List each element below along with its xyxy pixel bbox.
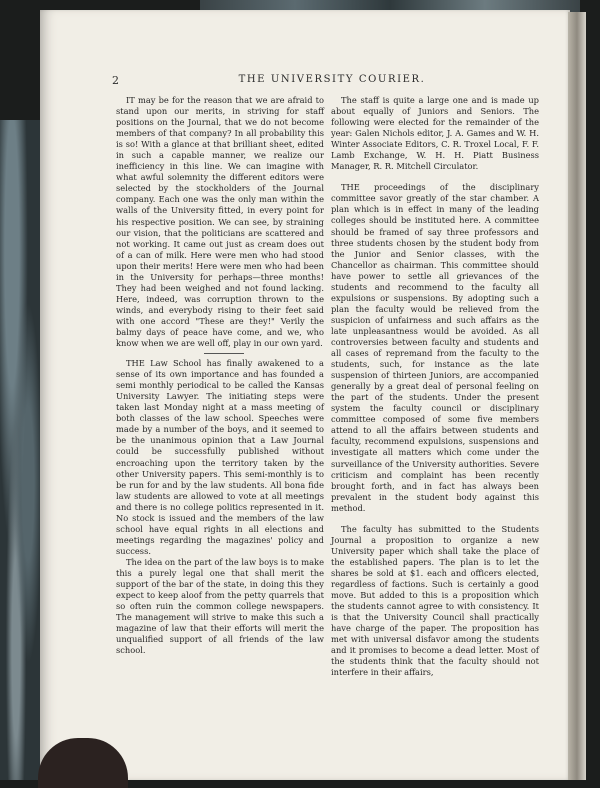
editorial-disciplinary-committee: THE proceedings of the disciplinary committee savor greatly of the star chamber. A plan which is in effect in many of the leading colleges should be instituted here. A committee should be framed of say three professors and three students chosen by the student body from the Junior and Senior classes, with the Chancellor as chairman. This committee should have power to settle all grievances of the students and recommend to the faculty all expulsions or suspensions. By adopting such a plan the faculty would be relieved from the suspicion of unfairness and such affairs as the late unpleasantness would be avoided. As all controversies between faculty and students and all cases of repremand from the faculty to the students, such, for instance as the late suspension of thirteen Juniors, are accompanied generally by a great deal of personal feeling on the part of the students. Under the present system the faculty council or disciplinary committee composed of some five members attend to all the affairs between students and faculty, recommend expulsions, suspensions and investigate all matters which come under the surveillance of the University authorities. Severe criticism and complaint has been recently brought forth, and in fact has always been prevalent in the student body against this method. [331, 182, 539, 513]
right-column [331, 95, 539, 678]
editorial-staff-list: The staff is quite a large one and is made up about equally of Juniors and Seniors. The following were elected for the remainder of the year: Galen Nichols editor, J. A. Games and W. H. Winter Associate Editors, C. R. Troxel Local, F. F. Lamb Exchange, W. H. H. Piatt Business Manager, R. R. Mitchell Circulator. [331, 95, 539, 172]
page-header [112, 74, 552, 90]
running-title: THE UNIVERSITY COURIER. [238, 74, 426, 85]
editorial-faculty-proposition: The faculty has submitted to the Students Journal a proposition to organize a new University paper which shall take the place of the established papers. The plan is to let the shares be sold at $1. each and officers elected, regardless of factions. Such is certainly a good move. But added to this is a proposition which the students cannot agree to with consistency. It is that the University Council shall practically have charge of the paper. The proposition has met with universal disfavor among the students and it promises to become a dead letter. Most of the students think that the faculty should not interfere in their affairs, [331, 523, 539, 678]
editorial-journal-staff: IT may be for the reason that we are afraid to stand upon our merits, in striving for staff positions on the Journal, that we do not become members of that company? In all probability this is so! With a glance at that brilliant sheet, edited in such a capable manner, we realize our inefficiency in this line. We can imagine with what awful solemnity the different editors were selected by the stockholders of the Journal company. Each one was the only man within the walls of the University fitted, in every point for his respective position. We can see, by straining our vision, that the politicians are scattered and not working. It came out just as cream does out of a can of milk. Here were men who had stood upon their merits! Here were men who had been in the University for perhaps—three months! They had been weighed and not found lacking. Here, indeed, was corruption thrown to the winds, and everybody rising to their feet said with one accord "These are they!" Verily the balmy days of peace have come, and we, who know when we are well off, play in our own yard. [116, 95, 324, 349]
left-column [116, 95, 324, 656]
page-stack-edge [568, 12, 586, 780]
marbled-endpaper [0, 120, 40, 780]
section-divider [204, 353, 244, 354]
editorial-law-school: THE Law School has finally awakened to a sense of its own importance and has founded a semi monthly periodical to be called the Kansas University Lawyer. The initiating steps were taken last Monday night at a mass meeting of both classes of the law school. Speeches were made by a number of the boys, and it seemed to be the unanimous opinion that a Law Journal could be successfully published without encroaching upon the territory taken by the other University papers. This semi-monthly is to be run for and by the law students. All bona fide law students are allowed to vote at all meetings and there is no college politics represented in it. No stock is issued and the members of the law school have equal rights in all elections and meetings regarding the magazines' policy and success. [116, 358, 324, 556]
page-number: 2 [112, 74, 121, 87]
editorial-law-magazine: The idea on the part of the law boys is to make this a purely legal one that shall merit the support of the bar of the state, in doing this they expect to keep aloof from the petty quarrels that so often ruin the common college newspapers. The management will strive to make this such a magazine of law that their efforts will merit the unqualified support of all friends of the law school. [116, 556, 324, 656]
